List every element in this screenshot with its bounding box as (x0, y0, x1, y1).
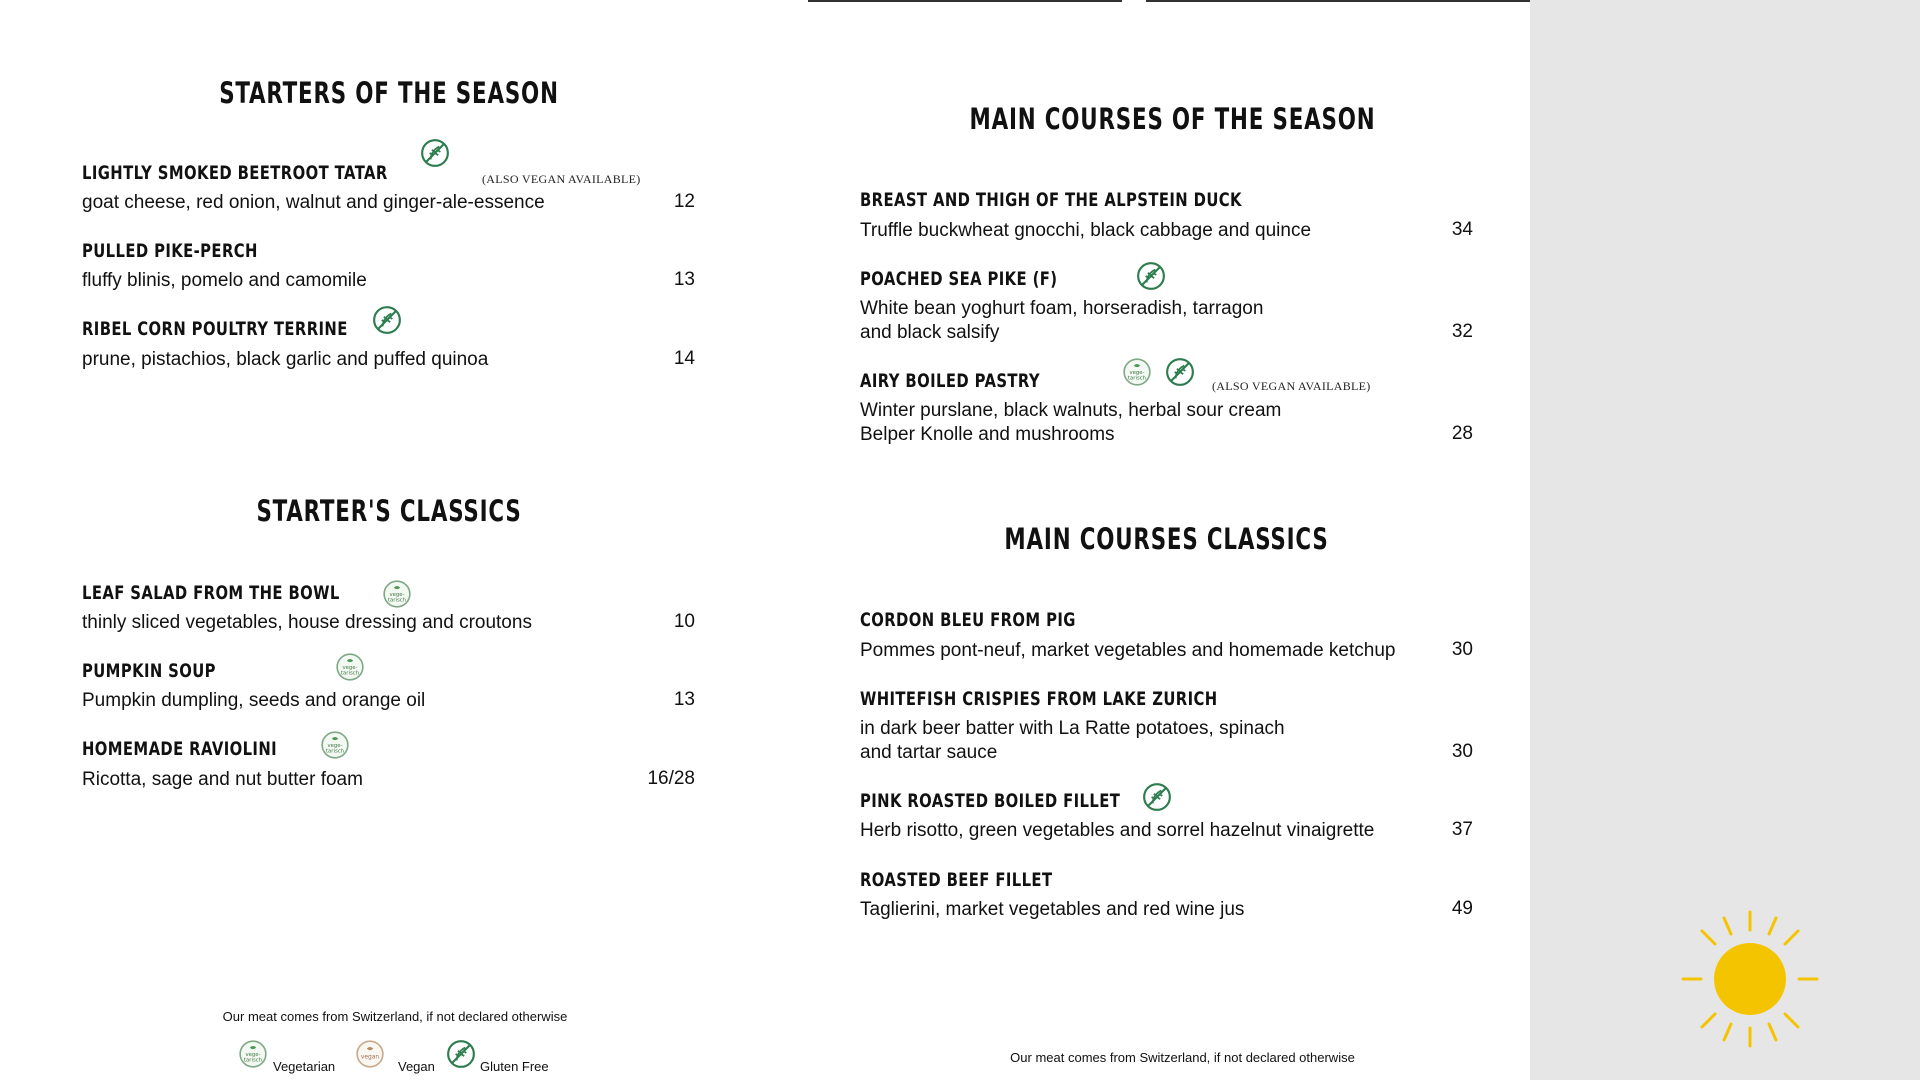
dish-description: Pommes pont-neuf, market vegetables and homemade ketchup (860, 640, 1396, 661)
dish-description: fluffy blinis, pomelo and camomile (82, 270, 367, 291)
dish-description: prune, pistachios, black garlic and puffed quinoa (82, 349, 489, 370)
dish-price: 10 (673, 611, 695, 632)
dish-name: LIGHTLY SMOKED BEETROOT TATAR (82, 162, 388, 184)
vegetarian-icon (320, 730, 350, 760)
vegetarian-icon (382, 579, 412, 609)
dish-name: ROASTED BEEF FILLET (860, 869, 1053, 891)
dish-price: 28 (1451, 423, 1473, 444)
dish-name: PULLED PIKE-PERCH (82, 240, 258, 262)
dish-price: 32 (1451, 321, 1473, 342)
section-heading-starters-season: STARTERS OF THE SEASON (219, 76, 559, 110)
dish-description: Winter purslane, black walnuts, herbal sour cream (860, 400, 1282, 421)
vegetarian-icon (1122, 357, 1152, 387)
dish-price: 49 (1451, 898, 1473, 919)
dish-description: Taglierini, market vegetables and red wine jus (860, 899, 1245, 920)
dish-description: in dark beer batter with La Ratte potatoes, spinach (860, 718, 1285, 739)
dish-name: CORDON BLEU FROM PIG (860, 609, 1076, 631)
dish-price: 30 (1451, 741, 1473, 762)
meat-origin-note: Our meat comes from Switzerland, if not declared otherwise (1010, 1050, 1355, 1065)
gluten-free-icon (372, 305, 402, 335)
dish-price: 34 (1451, 219, 1473, 240)
dish-description: Truffle buckwheat gnocchi, black cabbage and quince (860, 220, 1312, 241)
dish-description: and tartar sauce (860, 742, 998, 763)
legend-gluten-free-label: Gluten Free (480, 1059, 549, 1074)
gluten-free-icon (420, 138, 450, 168)
vegetarian-icon (335, 652, 365, 682)
dish-description: Pumpkin dumpling, seeds and orange oil (82, 690, 426, 711)
dish-price: 13 (673, 689, 695, 710)
dish-name: PUMPKIN SOUP (82, 660, 216, 682)
dish-description: Belper Knolle and mushrooms (860, 424, 1115, 445)
legend-vegetarian-label: Vegetarian (273, 1059, 336, 1074)
gluten-free-icon (1142, 782, 1172, 812)
dish-price: 13 (673, 269, 695, 290)
section-heading-mains-season: MAIN COURSES OF THE SEASON (969, 102, 1376, 136)
vegan-icon (355, 1039, 385, 1069)
dish-name: HOMEMADE RAVIOLINI (82, 738, 278, 760)
dish-description: thinly sliced vegetables, house dressing and croutons (82, 612, 532, 633)
vegan-available-note: (ALSO VEGAN AVAILABLE) (482, 172, 641, 186)
dish-description: and black salsify (860, 322, 1000, 343)
dish-name: LEAF SALAD FROM THE BOWL (82, 582, 340, 604)
sun-icon (1683, 912, 1817, 1046)
dish-description: goat cheese, red onion, walnut and ginger-ale-essence (82, 192, 545, 213)
dish-description: Ricotta, sage and nut butter foam (82, 769, 363, 790)
section-heading-starters-classics: STARTER'S CLASSICS (256, 494, 522, 528)
top-rule-right (1146, 0, 1530, 2)
section-heading-mains-classics: MAIN COURSES CLASSICS (1004, 522, 1329, 556)
gluten-free-icon (1165, 357, 1195, 387)
dish-price: 30 (1451, 639, 1473, 660)
dish-price: 37 (1451, 819, 1473, 840)
dish-price: 12 (673, 191, 695, 212)
dish-name: RIBEL CORN POULTRY TERRINE (82, 318, 348, 340)
dish-name: POACHED SEA PIKE (F) (860, 268, 1058, 290)
vegan-available-note: (ALSO VEGAN AVAILABLE) (1212, 379, 1371, 393)
dish-name: AIRY BOILED PASTRY (860, 370, 1041, 392)
legend-vegan-label: Vegan (398, 1059, 435, 1074)
belsole-logo (1560, 910, 1890, 1050)
gluten-free-icon (446, 1039, 476, 1069)
meat-origin-note: Our meat comes from Switzerland, if not declared otherwise (222, 1009, 568, 1024)
dish-name: BREAST AND THIGH OF THE ALPSTEIN DUCK (860, 189, 1242, 211)
top-rule-left (808, 0, 1122, 2)
vegetarian-icon (238, 1039, 268, 1069)
dish-description: Herb risotto, green vegetables and sorrel hazelnut vinaigrette (860, 820, 1375, 841)
dish-name: PINK ROASTED BOILED FILLET (860, 790, 1121, 812)
gluten-free-icon (1136, 261, 1166, 291)
dish-price: 16/28 (647, 768, 695, 789)
dish-name: WHITEFISH CRISPIES FROM LAKE ZURICH (860, 688, 1218, 710)
dish-description: White bean yoghurt foam, horseradish, tarragon (860, 298, 1264, 319)
dish-price: 14 (673, 348, 695, 369)
